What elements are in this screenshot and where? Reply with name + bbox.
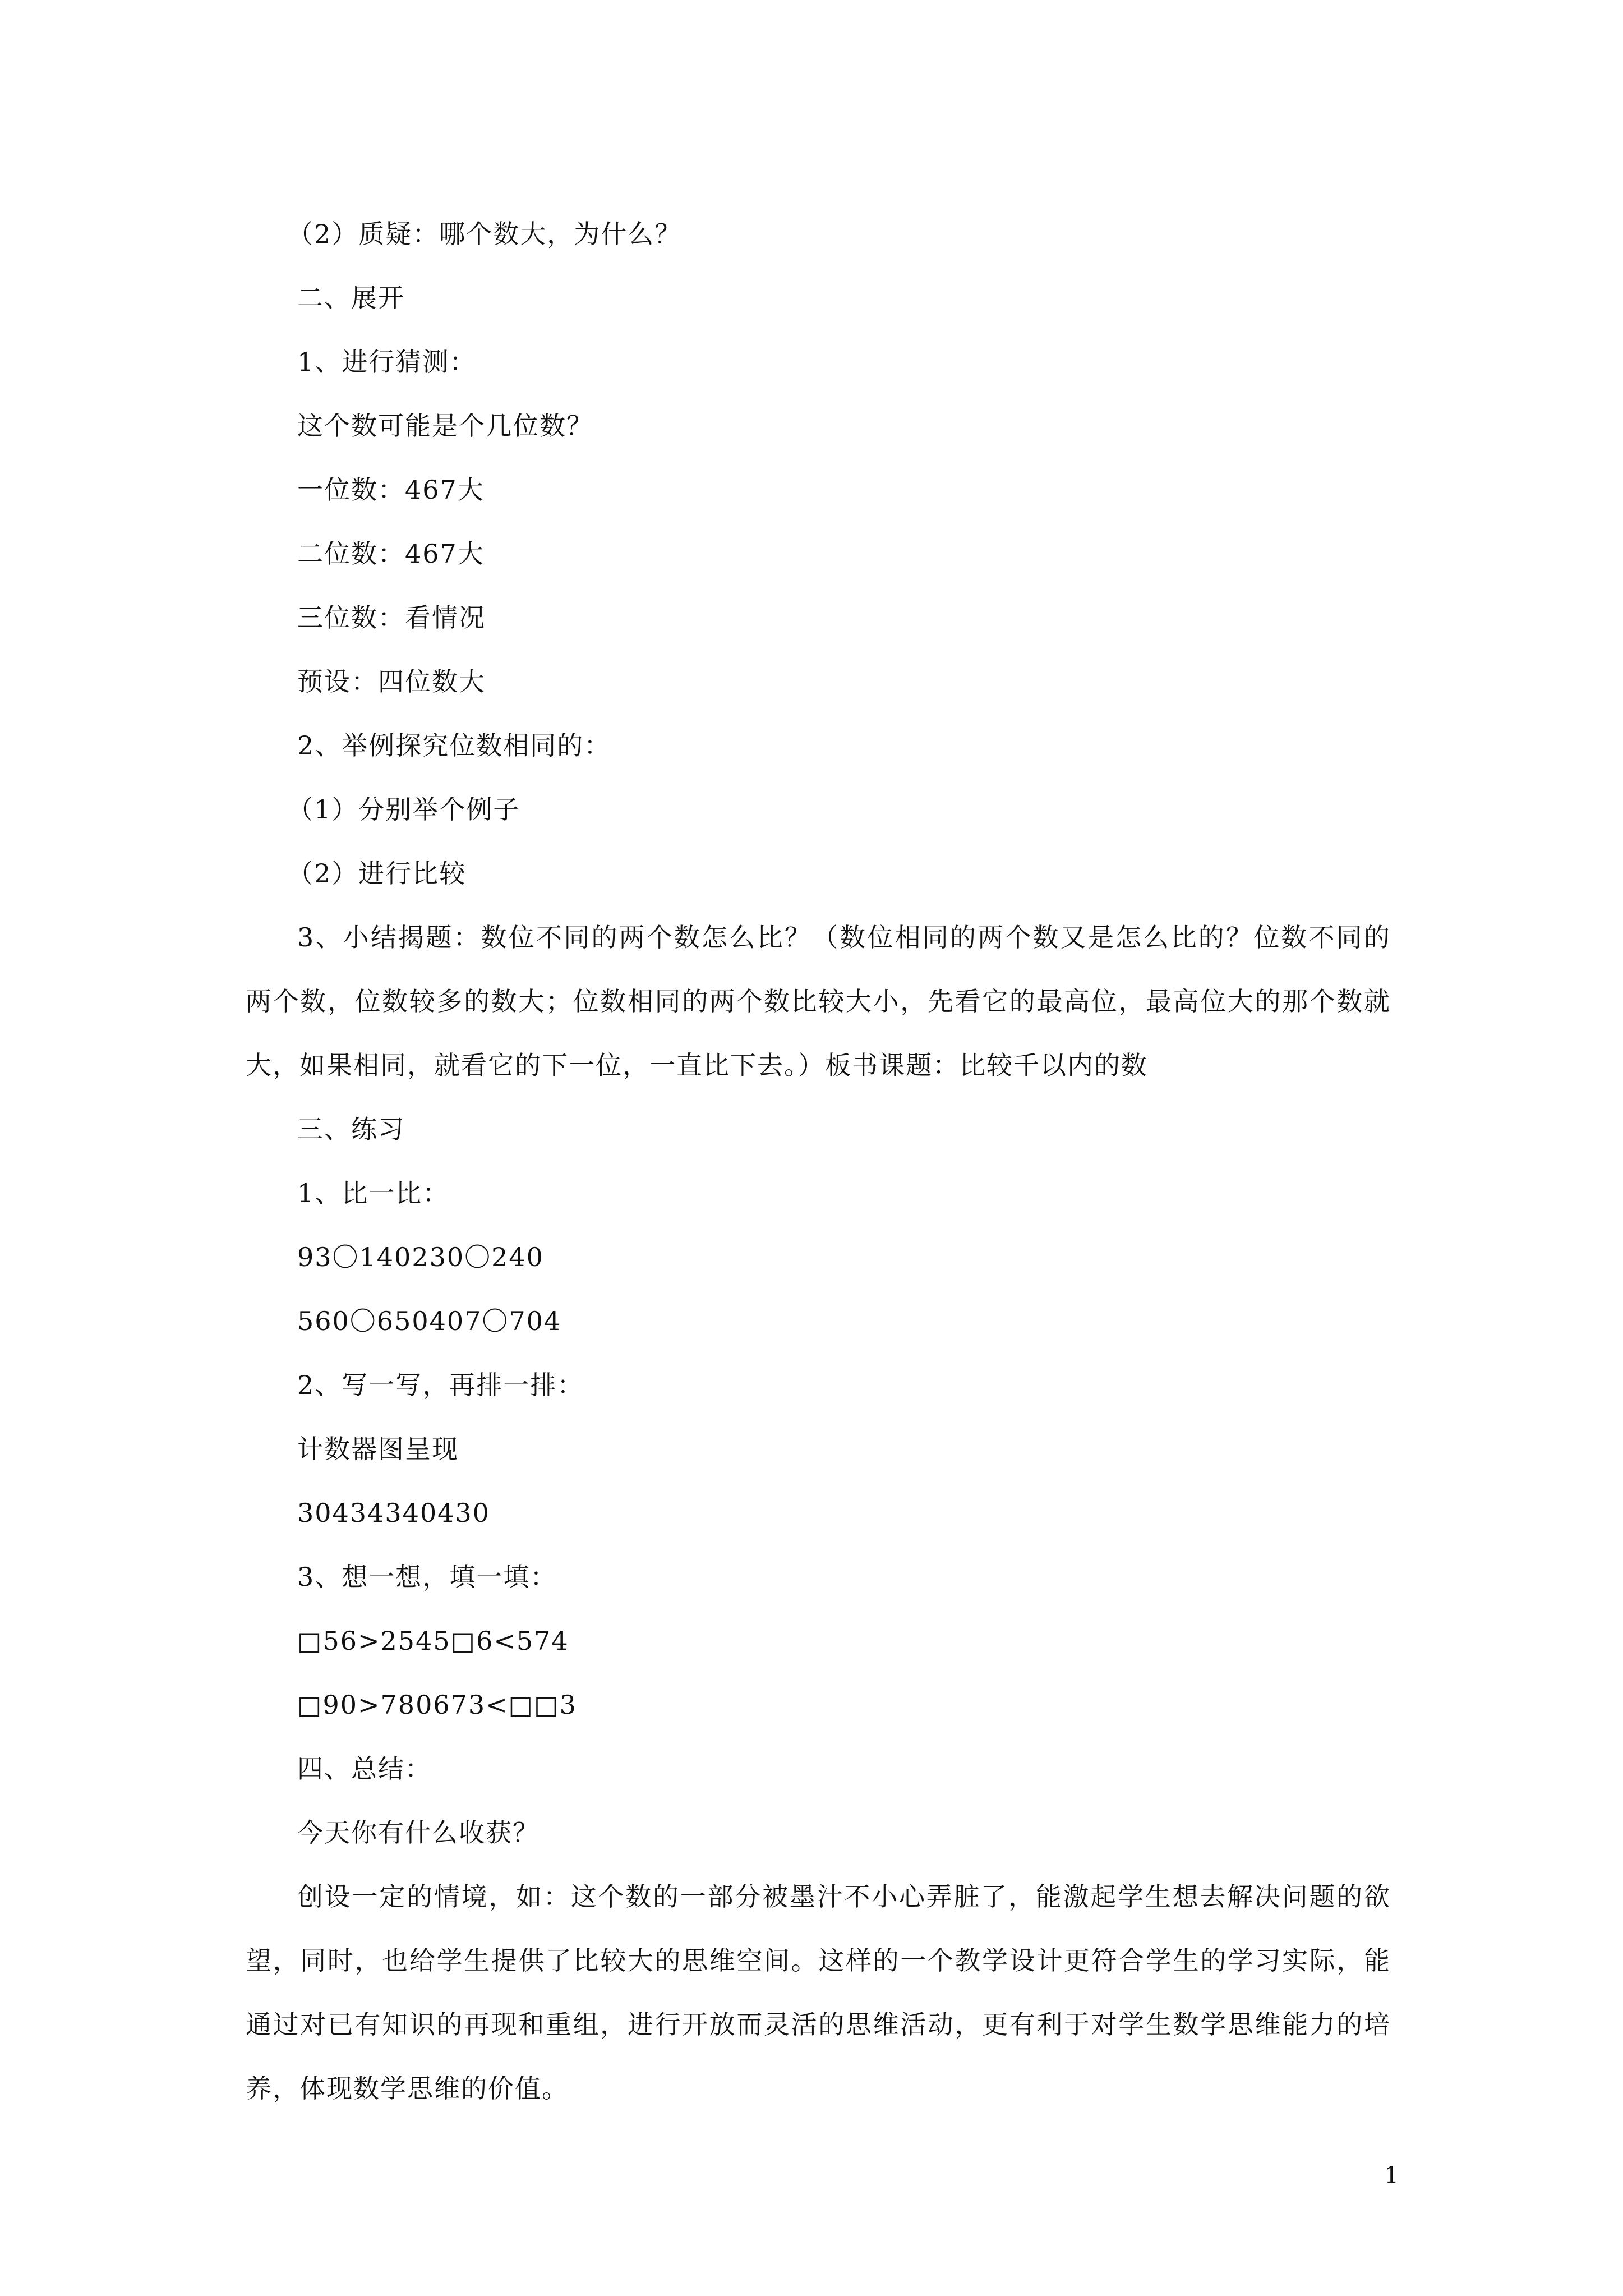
step-write-sort: 2、写一写，再排一排：	[297, 1370, 584, 1400]
exercise-line-2: 560〇650407〇704	[297, 1306, 562, 1336]
line-three-digit: 三位数：看情况	[297, 602, 486, 633]
line-gains-question: 今天你有什么收获？	[297, 1818, 540, 1848]
step-compare: 1、比一比：	[297, 1178, 450, 1208]
line-give-examples: （1）分别举个例子	[287, 794, 520, 825]
step-guess: 1、进行猜测：	[297, 347, 477, 377]
line-counter-image: 计数器图呈现	[297, 1434, 459, 1464]
section-heading-summary: 四、总结：	[297, 1754, 432, 1784]
line-digit-question: 这个数可能是个几位数？	[297, 411, 593, 441]
line-preset: 预设：四位数大	[297, 666, 486, 697]
closing-paragraph: 创设一定的情境，如：这个数的一部分被墨汁不小心弄脏了，能激起学生想去解决问题的欲望，同时，也给学生提供了比较大的思维空间。这样的一个教学设计更符合学生的学习实际，能通过对已有知识的再现和重组，进行开放而灵活的思维活动，更有利于对学生数学思维能力的培养，体现数学思维的价值。	[246, 1881, 1391, 2104]
line-question: （2）质疑：哪个数大，为什么？	[287, 219, 682, 249]
exercise-line-3: 30434340430	[297, 1498, 490, 1528]
exercise-line-5: □90>780673<□□3	[297, 1690, 577, 1720]
document-body	[246, 202, 1391, 2120]
section-heading-expand: 二、展开	[297, 283, 405, 313]
step-think-fill: 3、想一想，填一填：	[297, 1562, 557, 1592]
line-compare: （2）进行比较	[287, 858, 467, 889]
exercise-line-1: 93〇140230〇240	[297, 1242, 544, 1272]
exercise-line-4: □56>2545□6<574	[297, 1626, 569, 1656]
page-number: 1	[1384, 2162, 1399, 2188]
summary-paragraph: 3、小结揭题：数位不同的两个数怎么比？（数位相同的两个数又是怎么比的？位数不同的两个数，位数较多的数大；位数相同的两个数比较大小，先看它的最高位，最高位大的那个数就大，如果相同，就看它的下一位，一直比下去。）板书课题：比较千以内的数	[246, 922, 1391, 1080]
section-heading-practice: 三、练习	[297, 1114, 405, 1144]
line-two-digit: 二位数：467大	[297, 539, 485, 569]
step-examples: 2、举例探究位数相同的：	[297, 730, 611, 761]
line-one-digit: 一位数：467大	[297, 475, 485, 505]
